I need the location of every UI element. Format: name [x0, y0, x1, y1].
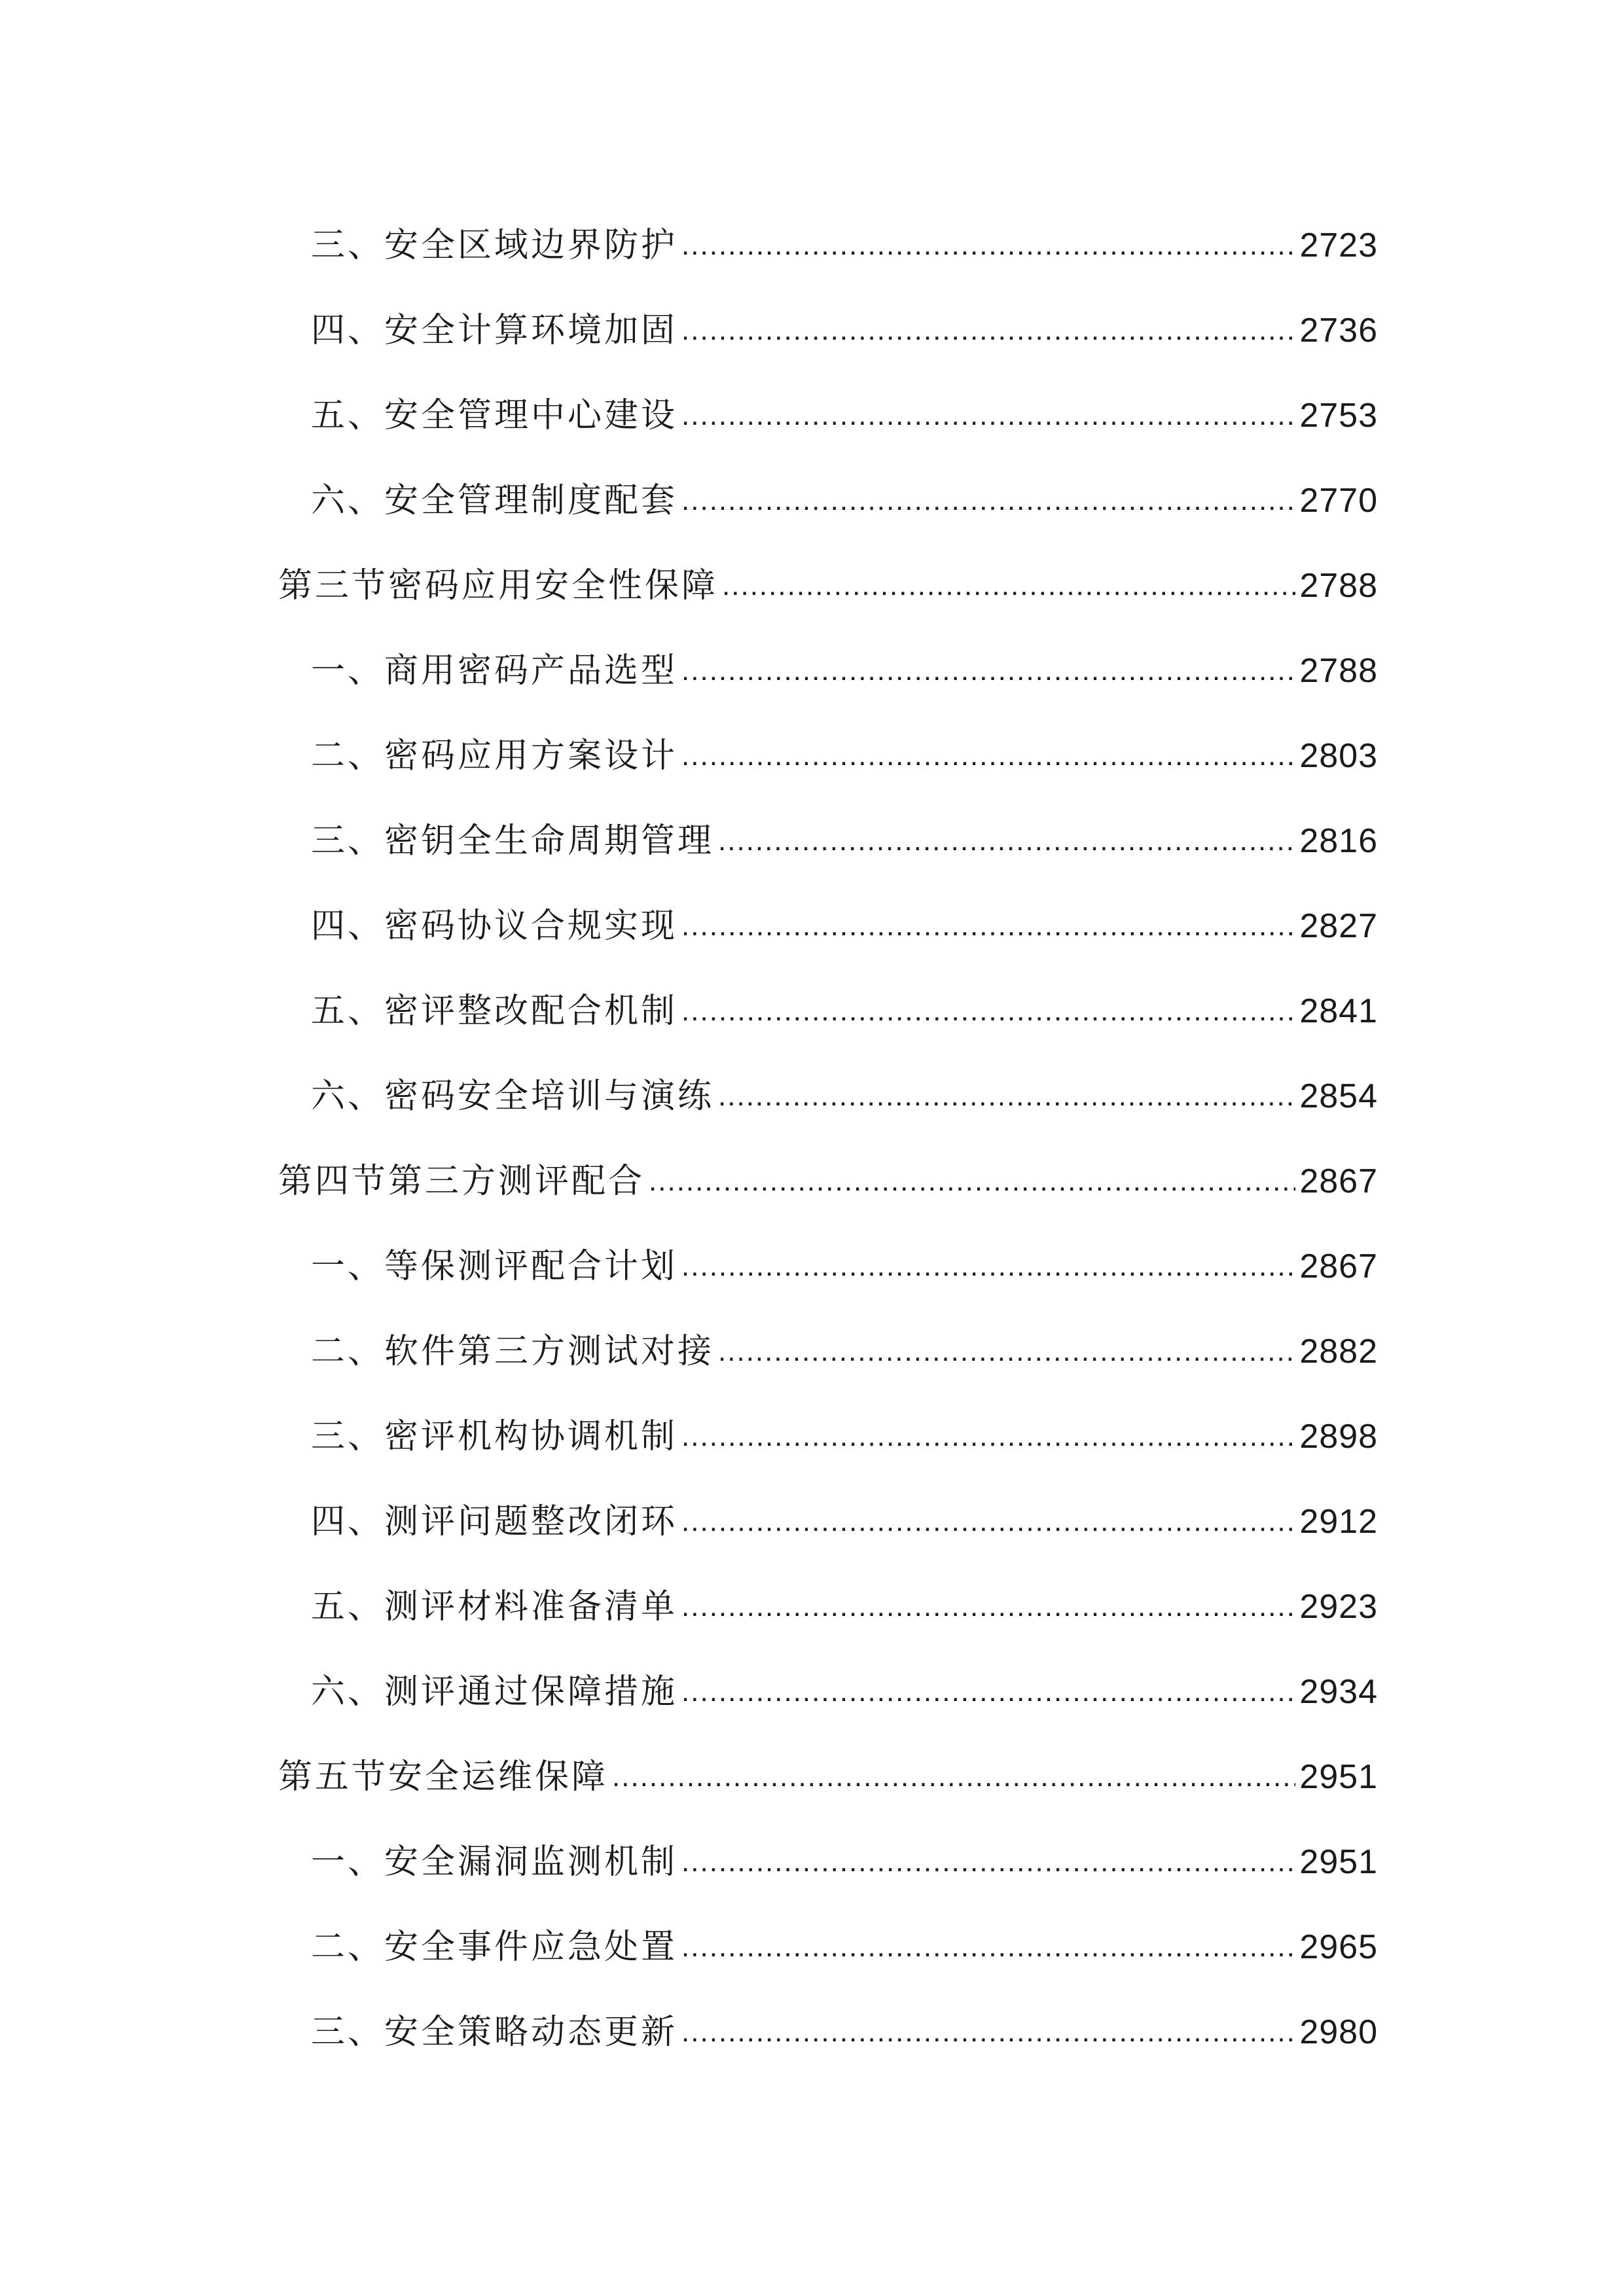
toc-page-number: 2788: [1299, 652, 1378, 690]
toc-page-number: 2951: [1299, 1758, 1378, 1796]
toc-subsection-entry[interactable]: [278, 1905, 1378, 1990]
toc-entry-title: 六、安全管理制度配套: [311, 481, 678, 520]
toc-dot-leader: [681, 1990, 1295, 2075]
toc-page-number: 2867: [1299, 1162, 1378, 1200]
toc-page-number: 2736: [1299, 312, 1378, 350]
toc-dot-leader: [681, 1820, 1295, 1905]
toc-page-number: 2912: [1299, 1503, 1378, 1541]
toc-entry-title: 三、密评机构协调机制: [311, 1417, 678, 1456]
toc-dot-leader: [681, 1905, 1295, 1990]
toc-subsection-entry[interactable]: [278, 1054, 1378, 1139]
toc-subsection-entry[interactable]: [278, 713, 1378, 798]
toc-dot-leader: [681, 1649, 1295, 1734]
toc-subsection-entry[interactable]: [278, 1990, 1378, 2075]
toc-page-number: 2841: [1299, 992, 1378, 1030]
toc-dot-leader: [681, 288, 1295, 373]
toc-page-number: 2816: [1299, 822, 1378, 860]
toc-dot-leader: [681, 628, 1295, 713]
toc-entry-title: 四、密码协议合规实现: [311, 906, 678, 946]
toc-dot-leader: [681, 1479, 1295, 1564]
toc-subsection-entry[interactable]: [278, 969, 1378, 1054]
toc-entry-title: 第五节安全运维保障: [278, 1757, 609, 1797]
toc-page-number: 2723: [1299, 226, 1378, 264]
toc-subsection-entry[interactable]: [278, 884, 1378, 969]
toc-entry-title: 一、商用密码产品选型: [311, 651, 678, 691]
toc-entry-title: 三、密钥全生命周期管理: [311, 821, 715, 861]
toc-subsection-entry[interactable]: [278, 373, 1378, 458]
toc-dot-leader: [681, 713, 1295, 798]
toc-page-number: 2854: [1299, 1077, 1378, 1115]
toc-subsection-entry[interactable]: [278, 1649, 1378, 1734]
toc-entry-title: 一、安全漏洞监测机制: [311, 1842, 678, 1882]
toc-page-number: 2898: [1299, 1418, 1378, 1456]
toc-entry-title: 二、软件第三方测试对接: [311, 1332, 715, 1371]
toc-entry-title: 三、安全区域边界防护: [311, 226, 678, 265]
toc-page-number: 2951: [1299, 1843, 1378, 1881]
toc-dot-leader: [681, 458, 1295, 543]
toc-subsection-entry[interactable]: [278, 1394, 1378, 1479]
toc-subsection-entry[interactable]: [278, 1479, 1378, 1564]
toc-entry-title: 四、安全计算环境加固: [311, 311, 678, 350]
toc-page-number: 2770: [1299, 482, 1378, 520]
toc-entry-title: 三、安全策略动态更新: [311, 2013, 678, 2052]
toc-section-entry[interactable]: [278, 1139, 1378, 1224]
toc-subsection-entry[interactable]: [278, 1564, 1378, 1649]
toc-entry-title: 五、测评材料准备清单: [311, 1587, 678, 1626]
toc-page-number: 2788: [1299, 567, 1378, 605]
toc-subsection-entry[interactable]: [278, 1224, 1378, 1309]
toc-subsection-entry[interactable]: [278, 203, 1378, 288]
toc-page-number: 2980: [1299, 2013, 1378, 2051]
toc-page-number: 2965: [1299, 1928, 1378, 1966]
table-of-contents: [278, 203, 1378, 2075]
toc-entry-title: 第四节第三方测评配合: [278, 1162, 645, 1201]
toc-page-number: 2803: [1299, 737, 1378, 775]
toc-page-number: 2753: [1299, 397, 1378, 435]
toc-subsection-entry[interactable]: [278, 1820, 1378, 1905]
toc-entry-title: 二、密码应用方案设计: [311, 736, 678, 776]
toc-page-number: 2882: [1299, 1333, 1378, 1371]
toc-dot-leader: [718, 798, 1295, 884]
toc-page-number: 2827: [1299, 907, 1378, 945]
toc-dot-leader: [681, 1394, 1295, 1479]
toc-subsection-entry[interactable]: [278, 458, 1378, 543]
toc-entry-title: 一、等保测评配合计划: [311, 1247, 678, 1286]
toc-dot-leader: [718, 1054, 1295, 1139]
toc-dot-leader: [649, 1139, 1295, 1224]
toc-dot-leader: [722, 543, 1295, 628]
toc-page-number: 2934: [1299, 1673, 1378, 1711]
toc-entry-title: 五、安全管理中心建设: [311, 396, 678, 435]
toc-subsection-entry[interactable]: [278, 798, 1378, 884]
toc-entry-title: 二、安全事件应急处置: [311, 1928, 678, 1967]
toc-entry-title: 第三节密码应用安全性保障: [278, 566, 719, 605]
toc-subsection-entry[interactable]: [278, 1309, 1378, 1394]
toc-dot-leader: [681, 969, 1295, 1054]
toc-entry-title: 六、密码安全培训与演练: [311, 1077, 715, 1116]
toc-dot-leader: [681, 1564, 1295, 1649]
toc-page-number: 2923: [1299, 1588, 1378, 1626]
toc-entry-title: 六、测评通过保障措施: [311, 1672, 678, 1712]
toc-subsection-entry[interactable]: [278, 288, 1378, 373]
toc-dot-leader: [718, 1309, 1295, 1394]
toc-dot-leader: [681, 1224, 1295, 1309]
toc-page-number: 2867: [1299, 1247, 1378, 1285]
toc-section-entry[interactable]: [278, 1734, 1378, 1820]
toc-subsection-entry[interactable]: [278, 628, 1378, 713]
toc-entry-title: 五、密评整改配合机制: [311, 992, 678, 1031]
toc-dot-leader: [681, 203, 1295, 288]
toc-dot-leader: [612, 1734, 1295, 1820]
toc-section-entry[interactable]: [278, 543, 1378, 628]
toc-entry-title: 四、测评问题整改闭环: [311, 1502, 678, 1541]
toc-dot-leader: [681, 373, 1295, 458]
toc-dot-leader: [681, 884, 1295, 969]
